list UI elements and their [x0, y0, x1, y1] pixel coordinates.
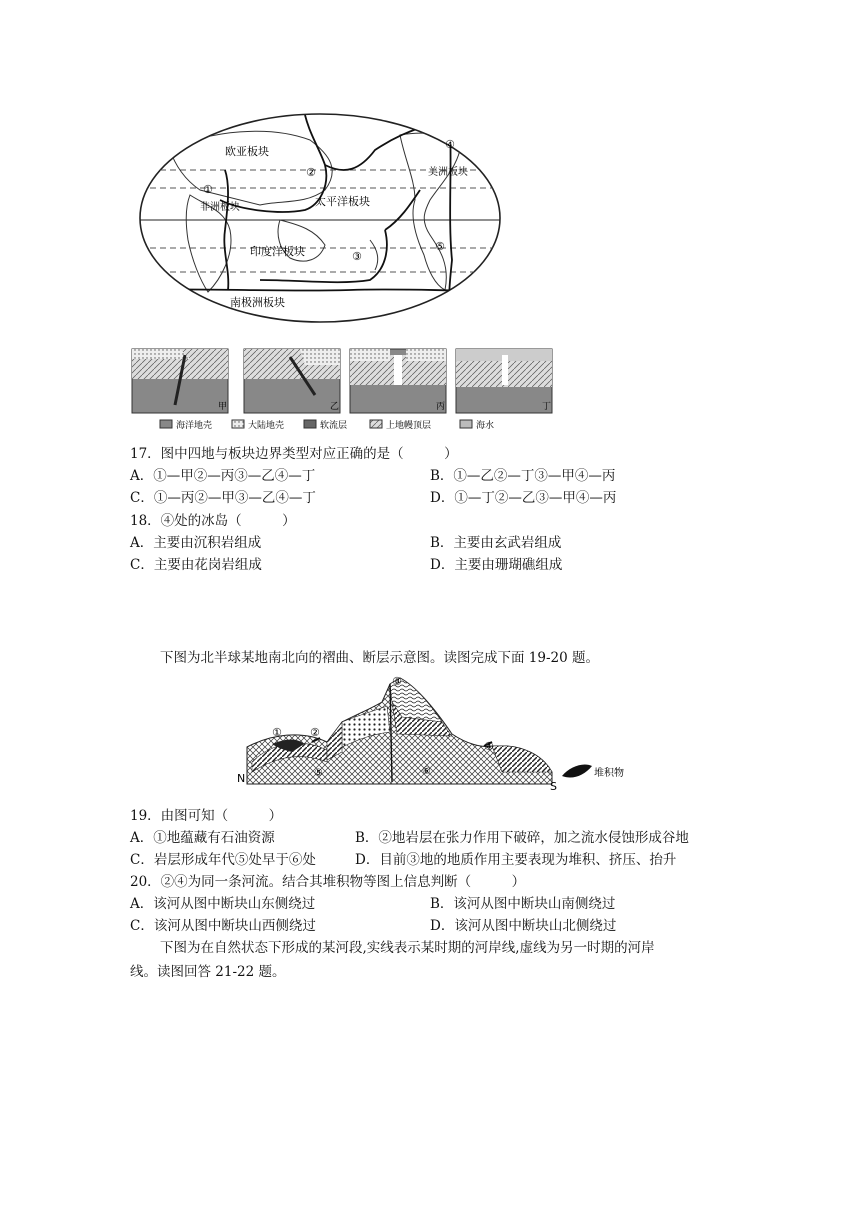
label-antarctic-plate: 南极洲板块: [230, 296, 285, 309]
marker-3: ③: [352, 250, 362, 263]
label-indian-plate: 印度洋板块: [250, 245, 305, 258]
q19-option-b[interactable]: B．②地岩层在张力作用下破碎，加之流水侵蚀形成谷地: [355, 830, 689, 846]
label-eurasian-plate: 欧亚板块: [225, 145, 269, 158]
q17-stem: 17．图中四地与板块边界类型对应正确的是（ ）: [130, 446, 458, 462]
label-american-plate: 美洲板块: [428, 167, 468, 178]
profile-marker-1: ①: [272, 726, 282, 739]
q18-option-a[interactable]: A．主要由沉积岩组成: [130, 535, 262, 551]
q19-option-d[interactable]: D．目前③地的地质作用主要表现为堆积、挤压、抬升: [355, 852, 677, 868]
q17-option-a[interactable]: A．①—甲②—丙③—乙④—丁: [130, 468, 316, 484]
legend-asthenosphere: 软流层: [320, 421, 348, 431]
q18-stem: 18．④处的冰岛（ ）: [130, 513, 296, 529]
section-label-yi: 乙: [330, 402, 340, 412]
q20-stem: 20．②④为同一条河流。结合其堆积物等图上信息判断（ ）: [130, 874, 526, 890]
section-label-jia: 甲: [218, 402, 228, 412]
q19-option-a[interactable]: A．①地蕴藏有石油资源: [130, 830, 275, 846]
section-yi: [244, 349, 340, 413]
legend-upper-mantle: 上地幔顶层: [386, 421, 432, 431]
section-label-ding: 丁: [542, 402, 552, 412]
label-pacific-plate: 太平洋板块: [315, 195, 370, 208]
q17-option-c[interactable]: C．①—丙②—甲③—乙④—丁: [130, 490, 316, 506]
section-ding: [456, 349, 552, 413]
q17-option-b[interactable]: B．①—乙②—丁③—甲④—丙: [430, 468, 616, 484]
q20-option-c[interactable]: C．该河从图中断块山西侧绕过: [130, 918, 316, 934]
profile-marker-2: ②: [310, 726, 320, 739]
fold-fault-profile: [232, 672, 632, 792]
q20-option-d[interactable]: D．该河从图中断块山北侧绕过: [430, 918, 617, 934]
q18-option-b[interactable]: B．主要由玄武岩组成: [430, 535, 562, 551]
marker-5: ⑤: [435, 240, 445, 253]
marker-4: ④: [445, 138, 455, 151]
q19-stem: 19．由图可知（ ）: [130, 808, 283, 824]
profile-marker-5: ⑤: [314, 768, 323, 779]
section-legend: [160, 419, 494, 431]
profile-marker-6: ⑥: [422, 766, 431, 777]
boundary-sections: [130, 345, 560, 435]
marker-2: ②: [306, 166, 316, 179]
intro-21-22-line1: 下图为在自然状态下形成的某河段,实线表示某时期的河岸线,虚线为另一时期的河岸: [160, 940, 655, 956]
section-jia: [132, 349, 228, 413]
legend-seawater: 海水: [476, 421, 495, 431]
q18-option-c[interactable]: C．主要由花岗岩组成: [130, 557, 262, 573]
profile-legend-sediment: 堆积物: [594, 768, 624, 779]
section-bing: [350, 349, 446, 413]
legend-oceanic-crust: 海洋地壳: [176, 421, 213, 431]
plate-map: [130, 110, 510, 330]
marker-1: ①: [203, 183, 213, 196]
section-label-bing: 丙: [436, 402, 446, 412]
legend-continental-crust: 大陆地壳: [248, 421, 285, 431]
q20-option-b[interactable]: B．该河从图中断块山南侧绕过: [430, 896, 616, 912]
label-african-plate: 非洲板块: [200, 202, 240, 213]
q17-option-d[interactable]: D．①—丁②—乙③—甲④—丙: [430, 490, 617, 506]
q19-option-c[interactable]: C．岩层形成年代⑤处早于⑥处: [130, 852, 316, 868]
q18-option-d[interactable]: D．主要由珊瑚礁组成: [430, 557, 563, 573]
q20-option-a[interactable]: A．该河从图中断块山东侧绕过: [130, 896, 316, 912]
profile-south: S: [550, 780, 557, 792]
profile-marker-4: ④: [484, 740, 494, 753]
profile-north: N: [237, 772, 246, 785]
intro-19-20: 下图为北半球某地南北向的褶曲、断层示意图。读图完成下面 19-20 题。: [160, 650, 599, 666]
intro-21-22-line2: 线。读图回答 21-22 题。: [130, 964, 286, 980]
profile-marker-3: ③: [392, 675, 402, 688]
